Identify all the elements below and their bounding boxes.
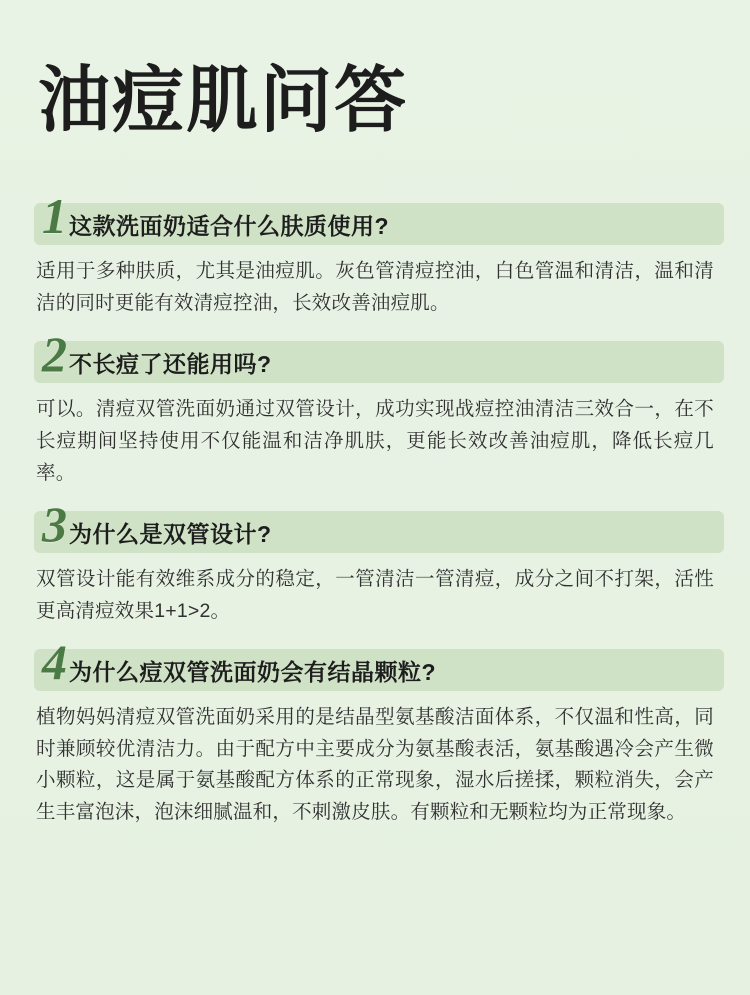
qa-question-bar — [34, 496, 724, 553]
qa-question-text: 不长痘了还能用吗? — [69, 350, 272, 377]
page-title: 油痘肌问答 — [38, 61, 409, 141]
qa-item — [34, 188, 716, 319]
qa-question-text: 为什么是双管设计? — [69, 520, 272, 547]
qa-question-bar — [34, 326, 724, 383]
qa-item — [34, 634, 716, 828]
qa-number: 3 — [42, 496, 67, 553]
qa-answer-text: 可以。清痘双管洗面奶通过双管设计，成功实现战痘控油清洁三效合一，在不长痘期间坚持使用不仅能温和洁净肌肤，更能长效改善油痘肌，降低长痘几率。 — [36, 398, 714, 484]
qa-number: 4 — [42, 634, 67, 691]
qa-question-text: 这款洗面奶适合什么肤质使用? — [69, 212, 390, 239]
qa-number: 2 — [42, 326, 67, 383]
qa-answer-text: 植物妈妈清痘双管洗面奶采用的是结晶型氨基酸洁面体系，不仅温和性高，同时兼顾较优清洁力。由于配方中主要成分为氨基酸表活，氨基酸遇冷会产生微小颗粒，这是属于氨基酸配方体系的正常现象，湿水后搓揉，颗粒消失，会产生丰富泡沫，泡沫细腻温和，不刺激皮肤。有颗粒和无颗粒均为正常现象。 — [36, 706, 714, 823]
qa-answer-text: 双管设计能有效维系成分的稳定，一管清洁一管清痘，成分之间不打架，活性更高清痘效果1+1>2。 — [36, 568, 714, 622]
qa-answer-text: 适用于多种肤质，尤其是油痘肌。灰色管清痘控油，白色管温和清洁，温和清洁的同时更能有效清痘控油，长效改善油痘肌。 — [36, 260, 714, 314]
qa-question-text: 为什么痘双管洗面奶会有结晶颗粒? — [69, 658, 437, 685]
qa-question-bar — [34, 634, 724, 691]
qa-list — [34, 188, 716, 828]
qa-item — [34, 326, 716, 489]
qa-number: 1 — [42, 188, 67, 245]
qa-item — [34, 496, 716, 627]
qa-question-bar — [34, 188, 724, 245]
